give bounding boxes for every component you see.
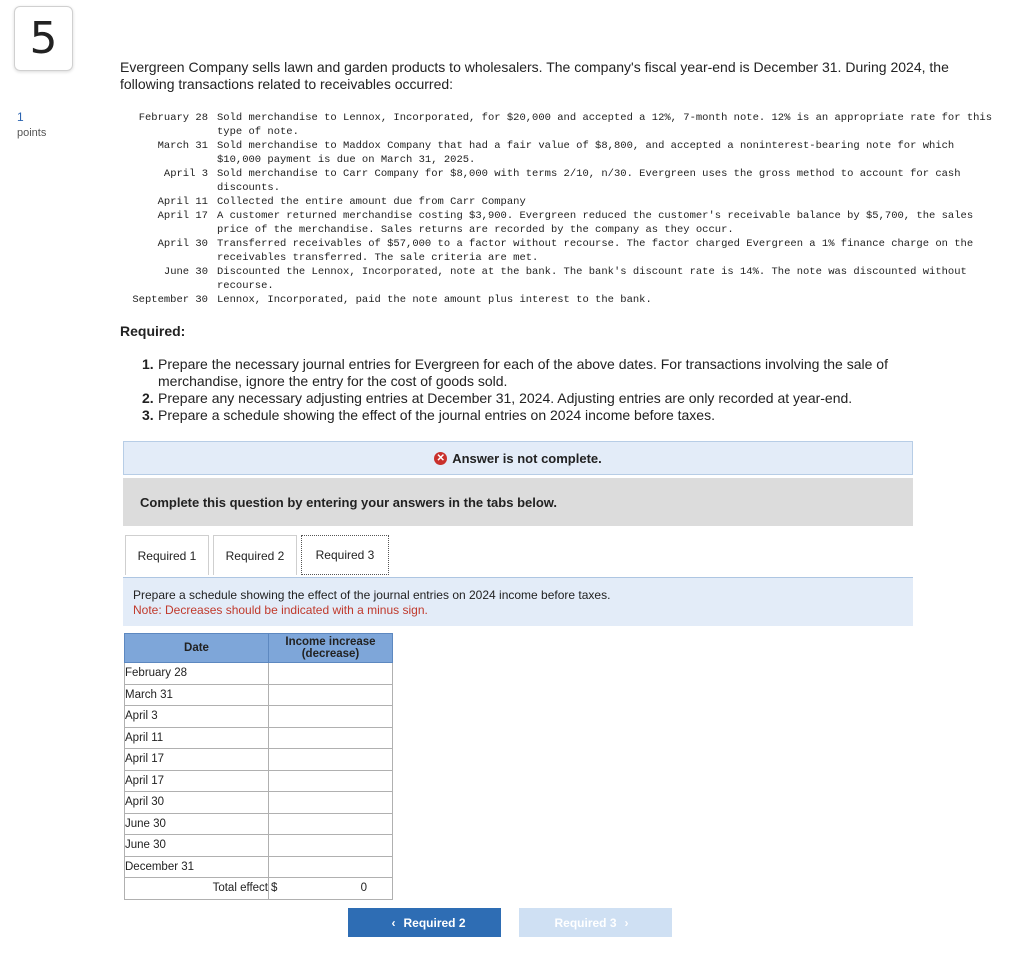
transaction-row <box>120 293 997 307</box>
transaction-row <box>120 195 997 209</box>
points-label: points <box>17 127 47 139</box>
x-circle-icon: ✕ <box>434 452 447 465</box>
next-required-button[interactable] <box>519 908 672 937</box>
table-row <box>125 727 393 749</box>
answer-status-text: Answer is not complete. <box>452 450 602 466</box>
table-row <box>125 663 393 685</box>
required-item-number: 1. <box>142 356 154 372</box>
transaction-text: Lennox, Incorporated, paid the note amount plus interest to the bank. <box>217 294 652 306</box>
answer-tabs <box>125 535 393 575</box>
row-date: December 31 <box>125 856 269 878</box>
row-date: June 30 <box>125 813 269 835</box>
required-item-text: Prepare a schedule showing the effect of the journal entries on 2024 income before taxes. <box>158 407 715 423</box>
income-effect-input[interactable] <box>269 856 393 878</box>
income-effect-input[interactable] <box>269 663 393 685</box>
total-effect-value: 0 <box>360 882 367 895</box>
date-column-header: Date <box>125 634 269 663</box>
total-row <box>125 878 393 900</box>
row-date: June 30 <box>125 835 269 857</box>
income-effect-column-header: Income increase (decrease) <box>269 634 393 663</box>
income-effect-input[interactable] <box>269 749 393 771</box>
prev-button-label: Required 2 <box>403 915 466 930</box>
tab-instructions <box>123 577 913 626</box>
income-effect-input[interactable] <box>269 727 393 749</box>
transaction-date: April 3 <box>163 168 208 180</box>
transaction-row <box>120 237 997 265</box>
next-button-label: Required 3 <box>554 915 617 930</box>
required-item-text: Prepare any necessary adjusting entries at December 31, 2024. Adjusting entries are only recorded at year-end. <box>158 390 853 406</box>
table-row <box>125 792 393 814</box>
row-date: April 3 <box>125 706 269 728</box>
instructions-text: Prepare a schedule showing the effect of the journal entries on 2024 income before taxes. <box>133 588 611 602</box>
transactions-list <box>120 111 997 307</box>
complete-prompt: Complete this question by entering your answers in the tabs below. <box>123 478 913 526</box>
transaction-row <box>120 167 997 195</box>
transaction-row <box>120 265 997 293</box>
transaction-date: September 30 <box>132 294 208 306</box>
transaction-text: A customer returned merchandise costing $3,900. Evergreen reduced the customer's receivable balance by $5,700, the sales price of the merchandise. Sales returns are recorded by the company as they occur. <box>217 210 980 236</box>
prev-required-button[interactable] <box>348 908 501 937</box>
transaction-date: February 28 <box>138 112 208 124</box>
required-item-number: 3. <box>142 407 154 423</box>
required-list <box>142 356 932 424</box>
schedule-header-row <box>125 634 393 663</box>
required-item <box>142 390 932 407</box>
income-effect-schedule <box>124 633 393 900</box>
required-item <box>142 356 932 390</box>
question-number: 5 <box>14 6 73 71</box>
transaction-date: April 30 <box>157 238 208 250</box>
row-date: February 28 <box>125 663 269 685</box>
row-date: April 11 <box>125 727 269 749</box>
income-effect-input[interactable] <box>269 684 393 706</box>
table-row <box>125 856 393 878</box>
table-row <box>125 684 393 706</box>
total-effect-value-cell <box>269 878 393 900</box>
tab-required-1[interactable]: Required 1 <box>125 535 209 575</box>
table-row <box>125 770 393 792</box>
income-effect-input[interactable] <box>269 813 393 835</box>
income-effect-input[interactable] <box>269 792 393 814</box>
chevron-left-icon: ‹ <box>391 915 396 930</box>
transaction-text: Sold merchandise to Maddox Company that had a fair value of $8,800, and accepted a noninterest-bearing note for which $10,000 payment is due on March 31, 2025. <box>217 140 961 166</box>
required-item <box>142 407 932 424</box>
table-row <box>125 813 393 835</box>
question-intro: Evergreen Company sells lawn and garden products to wholesalers. The company's fiscal year-end is December 31. During 2024, the following transactions related to receivables occurred: <box>120 59 949 92</box>
income-effect-input[interactable] <box>269 835 393 857</box>
transaction-date: April 17 <box>157 210 208 222</box>
total-effect-label: Total effect <box>125 878 269 900</box>
row-date: March 31 <box>125 684 269 706</box>
table-row <box>125 749 393 771</box>
transaction-text: Sold merchandise to Lennox, Incorporated, for $20,000 and accepted a 12%, 7-month note. 12% is an appropriate rate for this type of note. <box>217 112 999 138</box>
transaction-text: Collected the entire amount due from Carr Company <box>217 196 526 208</box>
table-row <box>125 706 393 728</box>
transaction-row <box>120 139 997 167</box>
required-item-text: Prepare the necessary journal entries for Evergreen for each of the above dates. For transactions involving the sale of merchandise, ignore the entry for the cost of goods sold. <box>158 356 888 389</box>
transaction-text: Sold merchandise to Carr Company for $8,000 with terms 2/10, n/30. Evergreen uses the gross method to account for cash discounts. <box>217 168 967 194</box>
required-item-number: 2. <box>142 390 154 406</box>
row-date: April 30 <box>125 792 269 814</box>
table-row <box>125 835 393 857</box>
transaction-text: Transferred receivables of $57,000 to a factor without recourse. The factor charged Evergreen a 1% finance charge on the receivables transferred. The sale criteria are met. <box>217 238 980 264</box>
tab-required-3[interactable]: Required 3 <box>301 535 389 575</box>
row-date: April 17 <box>125 770 269 792</box>
points-value: 1 <box>17 110 24 124</box>
transaction-row <box>120 209 997 237</box>
transaction-row <box>120 111 997 139</box>
transaction-date: April 11 <box>157 196 208 208</box>
transaction-text: Discounted the Lennox, Incorporated, note at the bank. The bank's discount rate is 14%. The note was discounted without recourse. <box>217 266 974 292</box>
row-date: April 17 <box>125 749 269 771</box>
answer-status-banner <box>123 441 913 475</box>
instructions-note: Note: Decreases should be indicated with a minus sign. <box>133 603 428 617</box>
chevron-right-icon: › <box>624 915 629 930</box>
income-effect-input[interactable] <box>269 706 393 728</box>
tab-required-2[interactable]: Required 2 <box>213 535 297 575</box>
income-effect-input[interactable] <box>269 770 393 792</box>
required-heading: Required: <box>120 323 186 339</box>
transaction-date: March 31 <box>157 140 208 152</box>
currency-symbol: $ <box>271 882 278 895</box>
transaction-date: June 30 <box>163 266 208 278</box>
